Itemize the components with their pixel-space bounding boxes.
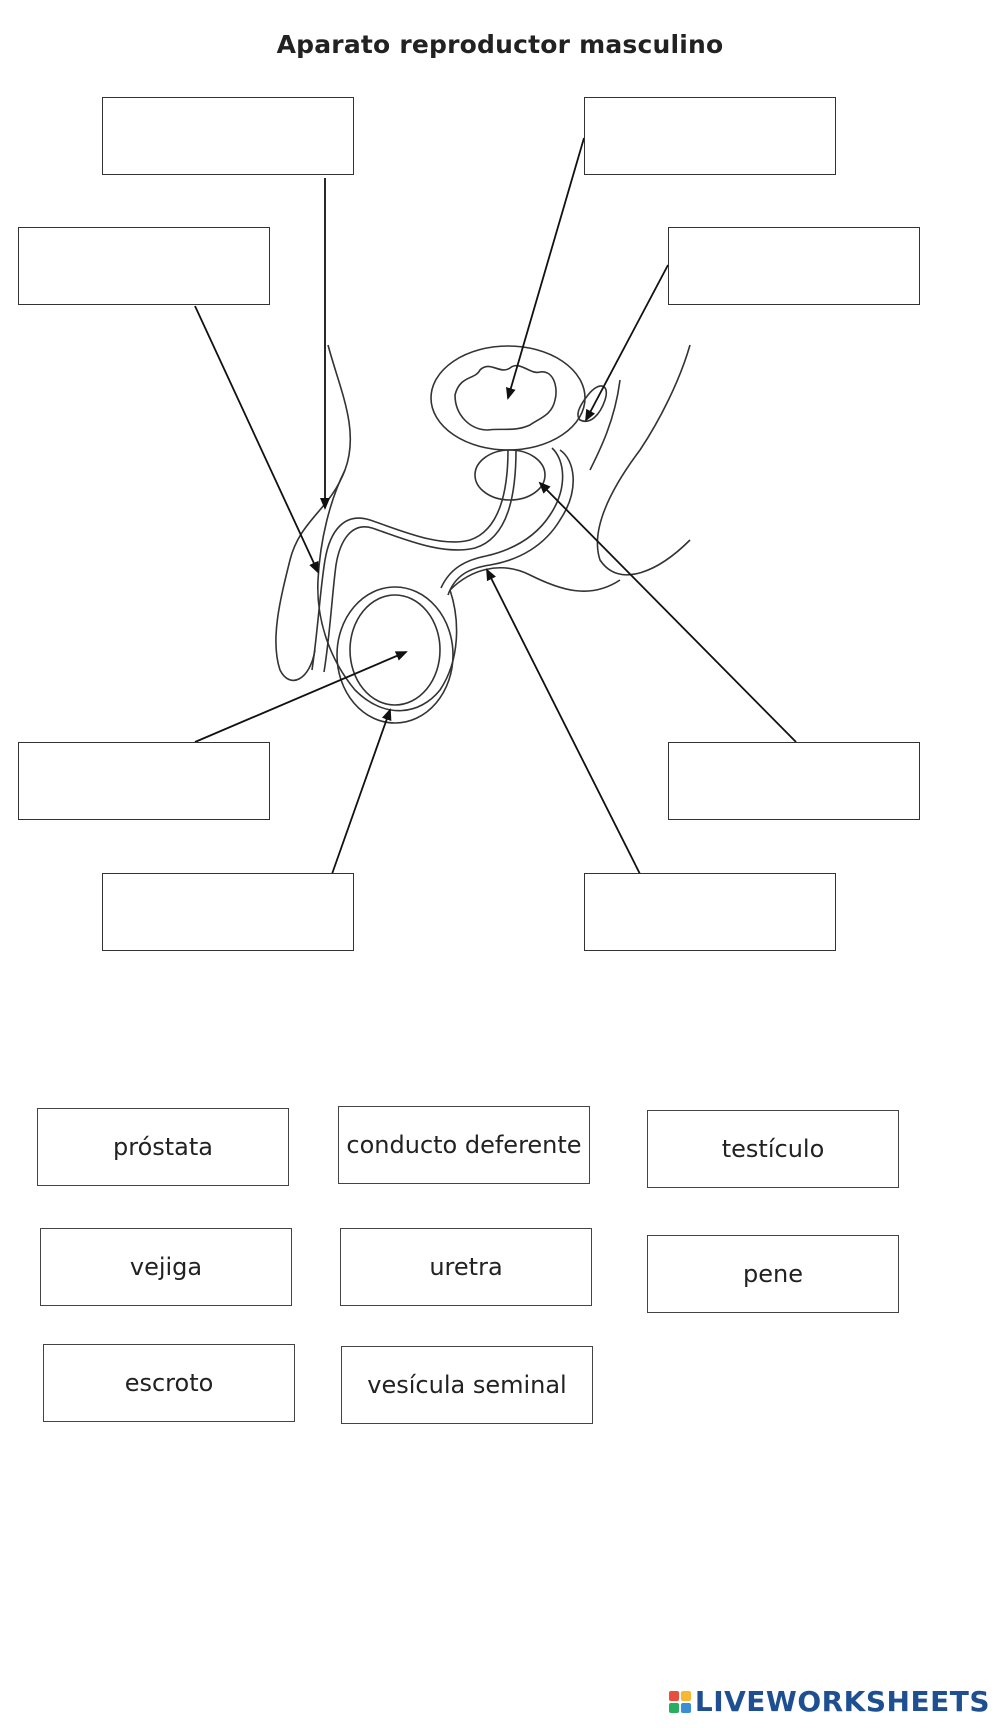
word-card-pene[interactable]: pene (647, 1235, 899, 1313)
logo-square (669, 1703, 679, 1713)
answer-box-upper-right[interactable] (668, 227, 920, 305)
arrow-lower-left (195, 652, 406, 742)
liveworksheets-logo-icon (669, 1691, 691, 1713)
liveworksheets-brand (669, 1685, 990, 1718)
arrow-upper-right (586, 265, 668, 420)
arrow-upper-left (195, 306, 318, 572)
answer-box-bottom-left[interactable] (102, 873, 354, 951)
logo-square (669, 1691, 679, 1701)
answer-box-top-right[interactable] (584, 97, 836, 175)
word-card-conducto-deferente[interactable]: conducto deferente (338, 1106, 590, 1184)
prostate-shape (475, 450, 545, 500)
word-card-escroto[interactable]: escroto (43, 1344, 295, 1422)
word-card-vejiga[interactable]: vejiga (40, 1228, 292, 1306)
worksheet-title: Aparato reproductor masculino (276, 30, 724, 59)
word-card-testiculo[interactable]: testículo (647, 1110, 899, 1188)
answer-box-lower-left[interactable] (18, 742, 270, 820)
word-card-uretra[interactable]: uretra (340, 1228, 592, 1306)
brand-text: LIVEWORKSHEETS (694, 1685, 990, 1718)
word-card-vesicula-seminal[interactable]: vesícula seminal (341, 1346, 593, 1424)
arrow-lower-right (540, 483, 796, 742)
answer-box-top-left[interactable] (102, 97, 354, 175)
answer-box-upper-left[interactable] (18, 227, 270, 305)
arrow-bottom-right (487, 570, 640, 874)
word-card-prostata[interactable]: próstata (37, 1108, 289, 1186)
logo-square (681, 1703, 691, 1713)
arrow-bottom-left (332, 710, 390, 874)
logo-square (681, 1691, 691, 1701)
testicle-shape (337, 587, 453, 723)
answer-box-bottom-right[interactable] (584, 873, 836, 951)
answer-box-lower-right[interactable] (668, 742, 920, 820)
arrow-top-right (508, 138, 584, 398)
